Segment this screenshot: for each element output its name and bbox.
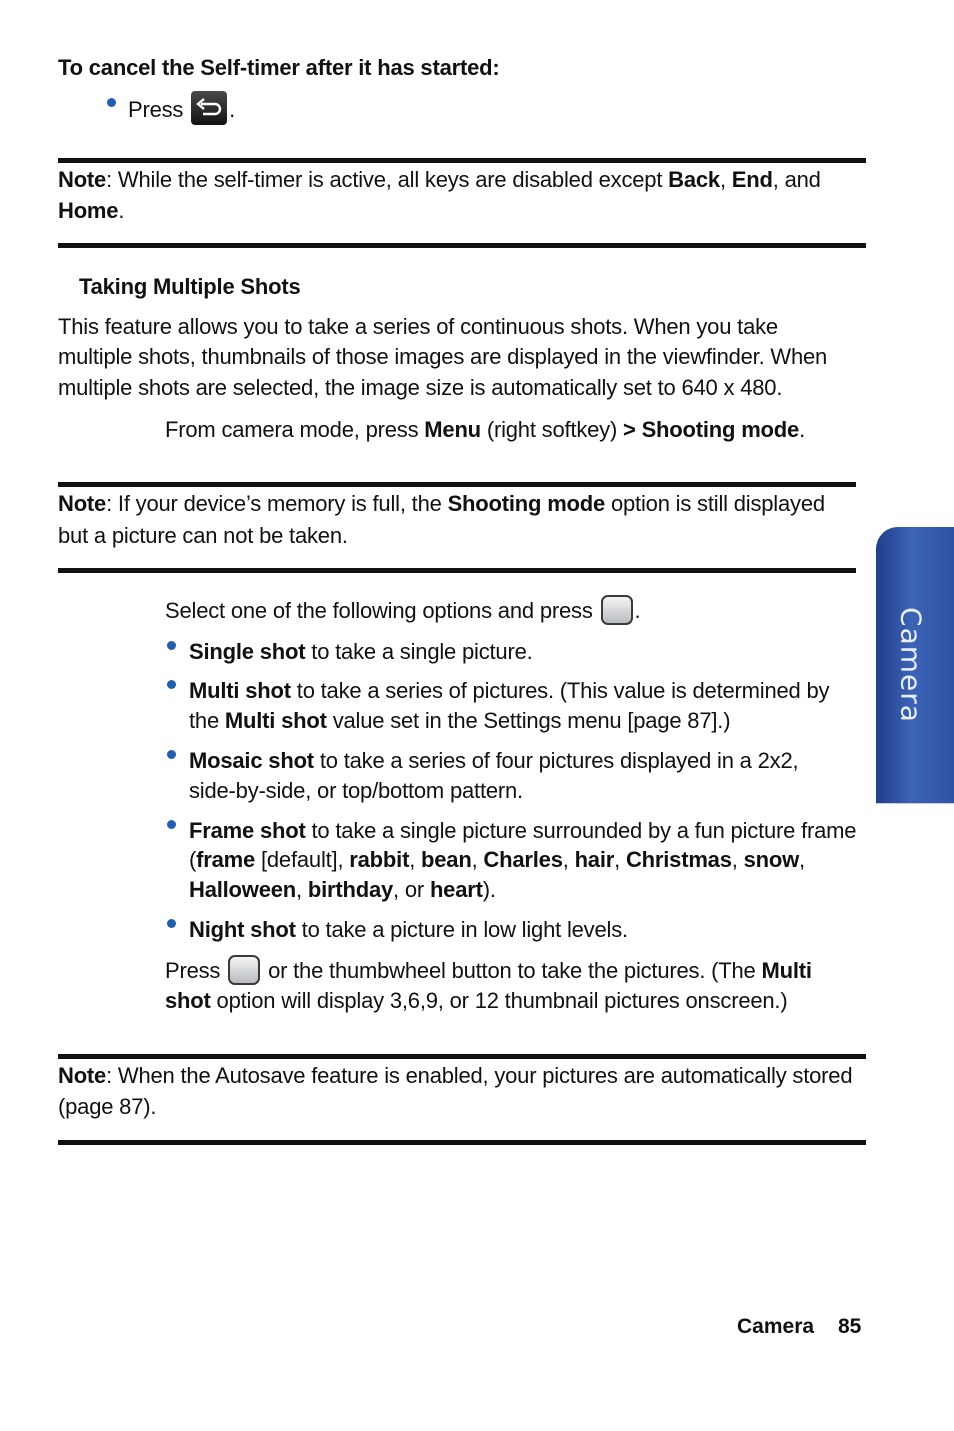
note-memory-full: Note: If your device’s memory is full, the Shooting mode option is still displayed — [58, 491, 825, 516]
bullet-icon — [167, 641, 176, 650]
note-memory-full-line2: but a picture can not be taken. — [58, 523, 348, 548]
option-night-shot: Night shot to take a picture in low light levels. — [189, 917, 628, 942]
note-self-timer: Note: While the self-timer is active, all keys are disabled except Back, End, and — [58, 167, 821, 192]
option-frame-shot-line2: (frame [default], rabbit, bean, Charles, hair, Christmas, snow, — [189, 847, 805, 872]
note-self-timer-line2: Home. — [58, 198, 125, 223]
step-take-pictures-line2: shot option will display 3,6,9, or 12 thumbnail pictures onscreen.) — [165, 988, 788, 1013]
back-key-icon — [191, 91, 227, 125]
option-frame-shot: Frame shot to take a single picture surrounded by a fun picture frame — [189, 818, 857, 843]
bullet-icon — [107, 98, 116, 107]
note-bottom-rule — [58, 568, 856, 573]
page-number: 85 — [838, 1315, 862, 1338]
option-frame-shot-line3: Halloween, birthday, or heart). — [189, 877, 496, 902]
note-top-rule — [58, 482, 856, 487]
bullet-icon — [167, 820, 176, 829]
step-shooting-mode: From camera mode, press Menu (right softkey) > Shooting mode. — [165, 417, 805, 442]
ok-key-icon — [228, 955, 260, 985]
note-top-rule — [58, 158, 866, 163]
cancel-step: Press . — [128, 94, 235, 128]
section-title: Taking Multiple Shots — [79, 274, 301, 299]
note-autosave: Note: When the Autosave feature is enabled, your pictures are automatically stored — [58, 1063, 853, 1088]
step-select-option: Select one of the following options and press . — [165, 596, 640, 627]
bullet-icon — [167, 680, 176, 689]
section-body-line: This feature allows you to take a series of continuous shots. When you take — [58, 314, 778, 339]
ok-key-icon — [601, 595, 633, 625]
note-bottom-rule — [58, 243, 866, 248]
option-mosaic-shot-line2: side-by-side, or top/bottom pattern. — [189, 778, 523, 803]
chapter-tab-label: Camera — [894, 607, 928, 723]
option-multi-shot-line2: the Multi shot value set in the Settings menu [page 87].) — [189, 708, 731, 733]
note-bottom-rule — [58, 1140, 866, 1145]
note-top-rule — [58, 1054, 866, 1059]
option-single-shot: Single shot to take a single picture. — [189, 639, 533, 664]
section-body-line: multiple shots are selected, the image size is automatically set to 640 x 480. — [58, 375, 783, 400]
bullet-icon — [167, 750, 176, 759]
option-multi-shot: Multi shot to take a series of pictures. (This value is determined by — [189, 678, 830, 703]
step-take-pictures: Press or the thumbwheel button to take the pictures. (The Multi — [165, 956, 812, 987]
bullet-icon — [167, 919, 176, 928]
cancel-heading: To cancel the Self-timer after it has started: — [58, 55, 500, 80]
note-autosave-line2: (page 87). — [58, 1094, 157, 1119]
section-body-line: multiple shots, thumbnails of those images are displayed in the viewfinder. When — [58, 344, 828, 369]
footer-section: Camera — [737, 1315, 815, 1338]
option-mosaic-shot: Mosaic shot to take a series of four pictures displayed in a 2x2, — [189, 748, 799, 773]
